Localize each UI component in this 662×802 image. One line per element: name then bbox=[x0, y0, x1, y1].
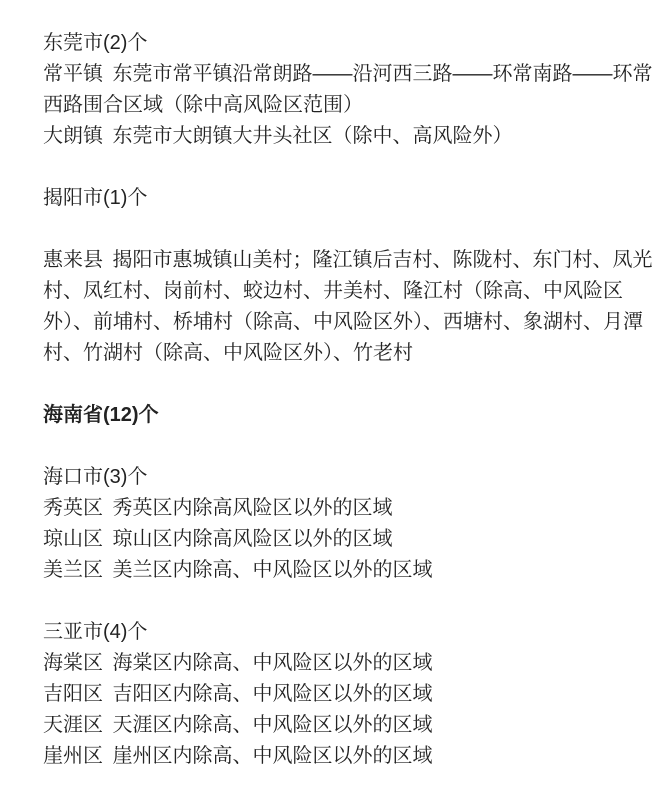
entry-changping: 常平镇 东莞市常平镇沿常朗路——沿河西三路——环常南路——环常西路围合区域（除中高风险区范围） bbox=[43, 63, 653, 116]
entry-huilai: 惠来县 揭阳市惠城镇山美村；隆江镇后吉村、陈陇村、东门村、凤光村、凤红村、岗前村、蛟边村、井美村、隆江村（除高、中风险区外）、前埔村、桥埔村（除高、中风险区外）、西塘村、象湖村、月潭村、竹湖村（除高、中风险区外）、竹老村 bbox=[43, 249, 653, 364]
section-sanya bbox=[43, 617, 662, 772]
section-huilai bbox=[43, 245, 662, 369]
province-heading-hainan: 海南省(12)个 bbox=[43, 404, 159, 426]
entry-dalang: 大朗镇 东莞市大朗镇大井头社区（除中、高风险外） bbox=[43, 125, 513, 147]
entry-jiyang: 吉阳区 吉阳区内除高、中风险区以外的区域 bbox=[43, 683, 433, 705]
entry-yazhou: 崖州区 崖州区内除高、中风险区以外的区域 bbox=[43, 745, 433, 767]
section-haikou bbox=[43, 462, 662, 586]
section-dongguan bbox=[43, 28, 662, 152]
entry-tianya: 天涯区 天涯区内除高、中风险区以外的区域 bbox=[43, 714, 433, 736]
section-jieyang bbox=[43, 183, 662, 214]
entry-meilan: 美兰区 美兰区内除高、中风险区以外的区域 bbox=[43, 559, 433, 581]
entry-xiuying: 秀英区 秀英区内除高风险区以外的区域 bbox=[43, 497, 393, 519]
city-heading-sanya: 三亚市(4)个 bbox=[43, 621, 148, 643]
city-heading-jieyang: 揭阳市(1)个 bbox=[43, 187, 148, 209]
entry-haitang: 海棠区 海棠区内除高、中风险区以外的区域 bbox=[43, 652, 433, 674]
city-heading-dongguan: 东莞市(2)个 bbox=[43, 32, 148, 54]
section-hainan bbox=[43, 400, 662, 431]
entry-qiongshan: 琼山区 琼山区内除高风险区以外的区域 bbox=[43, 528, 393, 550]
city-heading-haikou: 海口市(3)个 bbox=[43, 466, 148, 488]
